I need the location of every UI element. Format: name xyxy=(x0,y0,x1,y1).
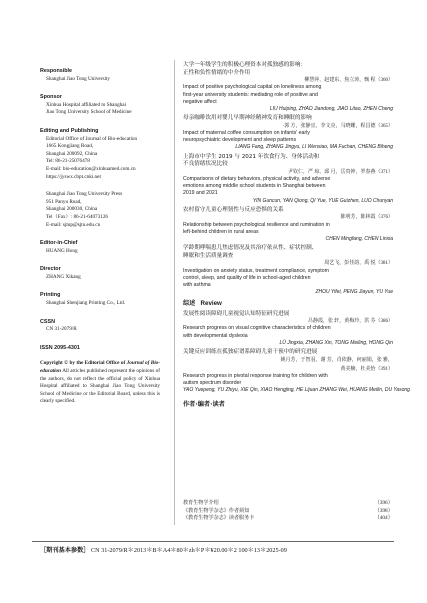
article-authors-cn: 姚月芳，于智羽，谢 芳，肖依静，何丽娟，张 雅， xyxy=(280,357,393,363)
article-authors-en: CHEN Mingfang, CHEN Linxia xyxy=(325,236,393,243)
responsible-title: Responsible xyxy=(40,68,73,74)
notice-title: 《教育生物学杂志》读者服务卡 xyxy=(183,515,255,522)
article-title-en: left-behind children in rural areas xyxy=(183,228,259,235)
article-list-a xyxy=(183,62,393,296)
notice-page: （404） xyxy=(374,515,393,522)
article-title-en: 2019 and 2021 xyxy=(183,190,218,197)
printing-title: Printing xyxy=(40,292,61,299)
article-title-cn-cont: 不良情绪状况比较 xyxy=(183,161,228,168)
article-title-en: Comparisons of dietary behaviors, physical activity, and adverse xyxy=(183,176,331,182)
article-authors-en: LIU Huiping, ZHAO Jiandong, JIAO Litao, ZHEN Cheng xyxy=(269,106,393,112)
notice-item[interactable] xyxy=(183,500,393,508)
contents-column xyxy=(183,62,410,411)
article-title-cn: 学龄期哮喘患儿焦虑情况及其治疗依从性、症状控制、 xyxy=(183,245,318,252)
article-authors-cn: 柳慧萍，赵建东，焦立涛，甄 程（360） xyxy=(304,78,393,84)
editing-email: E-mail: bio-education@xinhuamed.com.cn xyxy=(46,165,136,172)
column-divider xyxy=(174,60,175,525)
article-entry[interactable] xyxy=(183,311,393,347)
journal-parameters xyxy=(40,547,395,555)
article-title-cn: 上海市中学生 2019 与 2021 年饮食行为、身体活动和 xyxy=(183,153,320,160)
footer-label: ［期刊基本参数］ xyxy=(40,547,90,554)
article-entry[interactable] xyxy=(183,245,393,296)
footer-rule xyxy=(32,541,394,542)
masthead-column xyxy=(40,62,160,406)
article-authors-en: LIANG Fang, ZHANG Jingyu, LI Wenxiao, MA Fuchan, CHENG Biheng xyxy=(235,144,393,151)
responsible-value: Shanghai Jiao Tong University xyxy=(46,75,110,82)
article-authors-cn: 陈明芳，陈林霞（376） xyxy=(340,215,393,221)
review-heading xyxy=(183,300,393,307)
notice-title: 《教育生物学杂志》作者须知 xyxy=(183,507,250,514)
article-title-en: Research progress on visual cognitive characteristics of children xyxy=(183,325,331,332)
article-authors-cn: 吕静霞，张 轩，黄梅玲，洪 芬（386） xyxy=(307,319,393,325)
article-title-en: Research progress in pivotal response training for children with xyxy=(183,373,328,380)
article-entry[interactable] xyxy=(183,366,410,395)
editing-line: Shanghai 200092, China xyxy=(46,150,98,157)
article-title-en: with asthma xyxy=(183,282,211,289)
printing-value: Shanghai Shenjiang Printing Co., Ltd. xyxy=(46,300,126,307)
editor-title: Editor-in-Chief xyxy=(40,240,78,247)
article-title-cn: 发展性阅读障碍儿童视觉认知特征研究进展 xyxy=(183,310,290,317)
article-title-en: Impact of maternal coffee consumption on infants' early xyxy=(183,130,310,136)
director-value: ZHANG Xikang xyxy=(46,273,81,280)
editor-value: HUANG Hong xyxy=(46,247,78,254)
article-title-en: control, sleep, and quality of life in school-aged children xyxy=(183,274,311,281)
article-title-en: autism spectrum disorder xyxy=(183,380,242,387)
copyright-lead: Copyright © by the Editorial Office of xyxy=(40,360,126,367)
notice-page: （396） xyxy=(374,500,393,506)
article-title-en: with developmental dyslexia xyxy=(183,332,248,339)
article-title-en: Investigation on anxiety status, treatment compliance, symptom xyxy=(183,267,329,274)
cssn-value: CN 31-2079/R xyxy=(46,326,77,333)
notices-list xyxy=(183,500,393,523)
sponsor-line: Xinhua Hospital affiliated to Shanghai xyxy=(46,101,127,108)
article-authors-en: ZHOU Yifei, PENG Jiayun, YU Yue xyxy=(315,289,393,296)
article-entry[interactable] xyxy=(183,154,393,205)
notice-title: 教育生物学介绍 xyxy=(183,500,219,506)
editing-line: Tel: 86-21-25076478 xyxy=(46,158,90,165)
copyright-body: All articles published represent the opinions of the authors, do not reflect the official policy of Xinhua Hospital affiliated to Shanghai Jiao Tong University School of Medicine or the Editorial Board, unless this is clearly specified. xyxy=(40,368,160,405)
article-entry[interactable] xyxy=(183,115,393,151)
article-entry[interactable] xyxy=(183,207,393,243)
article-authors-en: LÜ Jingxia, ZHANG Xin, TONG Meiling, HONG Qin xyxy=(279,339,393,346)
review-heading-en: Review xyxy=(200,300,222,308)
footer-text: CN 31-2079/R＊2013＊B＊A4＊80＊zh＊P＊¥20.00＊2 100＊13＊2025-09 xyxy=(91,547,287,554)
editing-line: Editorial Office of Journal of Bio-education xyxy=(46,135,138,142)
article-title-en: first-year university students: mediating role of positive and xyxy=(183,91,318,98)
press-line: Tel（Fax）: 86-21-64073126 xyxy=(46,213,109,220)
press-line: Shanghai Jiao Tong University Press xyxy=(46,191,123,198)
article-authors-cn: ·郭 方，张静宜，李文亮，马晓姗，程昌德（365） xyxy=(282,123,393,129)
article-authors-en: YAO Yuepeng, YU Zhiyu, XIE Qin, XIAO Hengjing, HE Lijuan ZHANG Wei, HUANG Meilin, DU Yasong xyxy=(183,387,410,394)
article-authors-cn: 黄美楠，杜美怡（391） xyxy=(340,366,393,372)
article-title-cn: 农村留守儿童心理韧性与反应恐惧的关系 xyxy=(183,206,284,213)
article-authors-cn: 尹钦仁，严 琼，邱 月，岳贵钟，罗春燕（371） xyxy=(287,169,393,175)
article-list-b xyxy=(183,310,410,395)
article-title-cn: 大学一年级学生的积极心理资本对孤独感的影响： xyxy=(183,62,307,68)
review-heading-cn: 综述 xyxy=(183,300,196,308)
copyright-block xyxy=(40,360,160,406)
article-title-en: negative affect xyxy=(183,98,217,105)
article-authors-cn: 周艺飞，彭佳韵，禹 悦（381） xyxy=(324,261,393,267)
press-email: E-mail: sjtup@sjtu.edu.cn xyxy=(46,221,101,228)
press-line: Shanghai 200030, China xyxy=(46,206,98,213)
issn-line: ISSN 2095-4301 xyxy=(40,344,80,351)
article-entry[interactable] xyxy=(183,62,393,113)
sponsor-line: Jiao Tong University School of Medicine xyxy=(46,109,132,116)
copyright-journal: Journal of Bio-education xyxy=(40,360,160,375)
article-authors-en: YIN Guncun, YAN Qiong, QI Yue, YUE Guizhen, LUO Chunyan xyxy=(252,197,393,204)
article-title-cn: 关键反应训练在孤独症谱系障碍儿童干预中的研究进展 xyxy=(183,349,318,356)
article-entry[interactable] xyxy=(183,349,393,364)
article-title-en: neuropsychiatric development and sleep patterns xyxy=(183,137,297,144)
press-line: 951 Panyu Road, xyxy=(46,198,82,205)
editing-title: Editing and Publishing xyxy=(40,127,99,134)
notice-item[interactable] xyxy=(183,515,393,523)
notice-page: （398） xyxy=(374,507,393,514)
article-title-cn-cont: 正性和负性情绪的中介作用 xyxy=(183,69,251,76)
article-title-cn-cont: 睡眠和生活质量调查 xyxy=(183,252,234,259)
article-title-en: Relationship between psychological resilience and rumination in xyxy=(183,221,330,228)
director-title: Director xyxy=(40,266,61,273)
editing-website: https://jyswx.cbpt.cnki.net xyxy=(46,173,101,180)
article-title-en: Impact of positive psychological capital on loneliness among xyxy=(183,84,322,91)
authors-heading: 作者·编者·读者 xyxy=(183,400,225,408)
article-title-en: emotions among middle school students in Shanghai between xyxy=(183,183,326,190)
cssn-title: CSSN xyxy=(40,318,55,325)
editing-line: 1665 Kongjiang Road, xyxy=(46,143,94,150)
article-title-cn: 母亲咖啡饮用对婴儿早期神经精神发育和睡眠的影响 xyxy=(183,115,312,122)
sponsor-title: Sponsor xyxy=(40,94,62,101)
